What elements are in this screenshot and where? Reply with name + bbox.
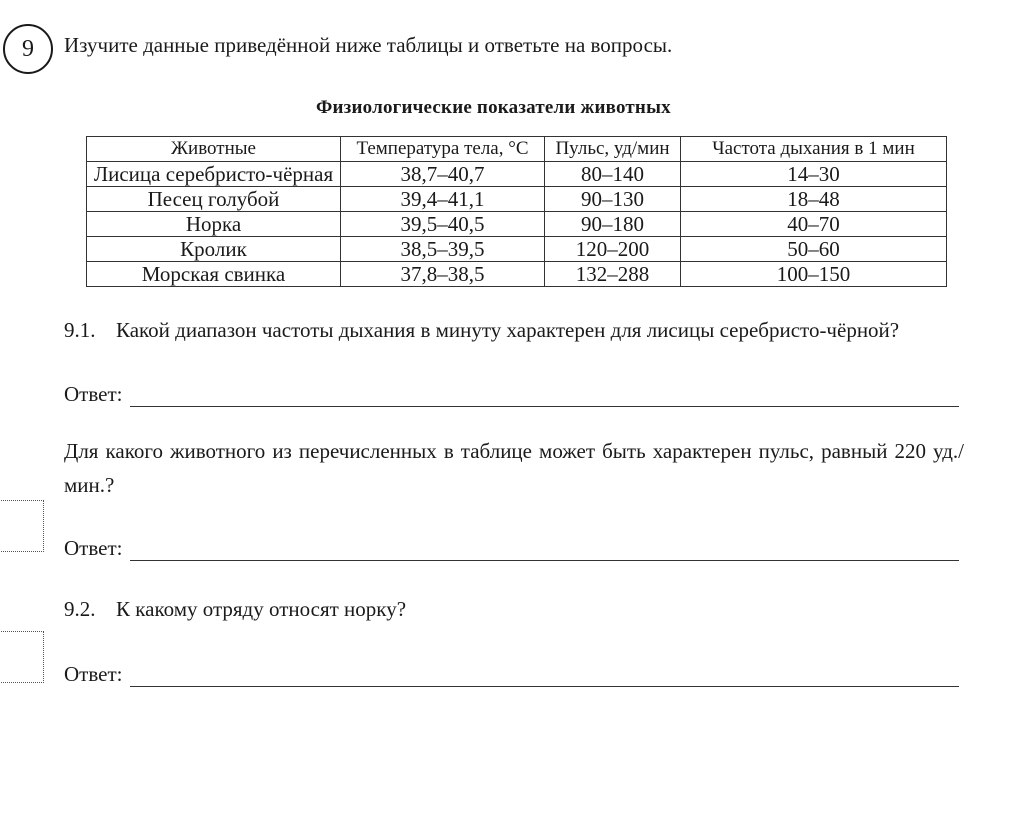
question-text: Какой диапазон частоты дыхания в минуту характерен для лисицы серебристо-чёрной? <box>116 318 900 342</box>
table-cell: 39,5–40,5 <box>341 212 545 237</box>
answer-field-extra[interactable] <box>64 536 959 561</box>
question-number: 9.1. <box>64 318 96 342</box>
table-header-row <box>87 137 947 162</box>
table-cell: 90–130 <box>545 187 681 212</box>
table-cell: 38,5–39,5 <box>341 237 545 262</box>
table-cell: 90–180 <box>545 212 681 237</box>
answer-line[interactable] <box>130 542 959 561</box>
table-cell: 100–150 <box>681 262 947 287</box>
table-cell: 38,7–40,7 <box>341 162 545 187</box>
table-cell: Норка <box>87 212 341 237</box>
answer-label: Ответ: <box>64 382 123 406</box>
question-extra <box>64 434 964 502</box>
table-cell: 80–140 <box>545 162 681 187</box>
task-number: 9 <box>22 35 34 62</box>
task-intro: Изучите данные приведённой ниже таблицы и ответьте на вопросы. <box>64 33 673 57</box>
column-header: Температура тела, °С <box>341 137 545 162</box>
answer-field-9-2[interactable] <box>64 662 959 687</box>
table-cell: 14–30 <box>681 162 947 187</box>
column-header: Животные <box>87 137 341 162</box>
answer-line[interactable] <box>130 388 959 407</box>
table-cell: Лисица серебристо-чёрная <box>87 162 341 187</box>
answer-label: Ответ: <box>64 662 123 686</box>
table-row <box>87 187 947 212</box>
table-row <box>87 237 947 262</box>
score-box[interactable] <box>0 631 44 683</box>
data-table <box>86 136 947 287</box>
table-cell: Кролик <box>87 237 341 262</box>
question-text: К какому отряду относят норку? <box>116 597 407 621</box>
table-row <box>87 212 947 237</box>
table-cell: 50–60 <box>681 237 947 262</box>
table-cell: 39,4–41,1 <box>341 187 545 212</box>
task-number-badge <box>3 24 53 74</box>
question-9-2 <box>64 597 406 622</box>
table-cell: 120–200 <box>545 237 681 262</box>
question-text: Для какого животного из перечисленных в таблице может быть характерен пульс, равный 220 уд./мин.? <box>64 439 964 497</box>
table-title: Физиологические показатели животных <box>316 97 671 118</box>
score-box[interactable] <box>0 500 44 552</box>
table-cell: Песец голубой <box>87 187 341 212</box>
table-cell: Морская свинка <box>87 262 341 287</box>
table-row <box>87 162 947 187</box>
table-cell: 18–48 <box>681 187 947 212</box>
question-number: 9.2. <box>64 597 96 621</box>
table-cell: 40–70 <box>681 212 947 237</box>
answer-label: Ответ: <box>64 536 123 560</box>
table-cell: 132–288 <box>545 262 681 287</box>
table-row <box>87 262 947 287</box>
answer-line[interactable] <box>130 668 959 687</box>
question-9-1 <box>64 318 899 343</box>
table-cell: 37,8–38,5 <box>341 262 545 287</box>
column-header: Частота дыхания в 1 мин <box>681 137 947 162</box>
column-header: Пульс, уд/мин <box>545 137 681 162</box>
answer-field-9-1[interactable] <box>64 382 959 407</box>
